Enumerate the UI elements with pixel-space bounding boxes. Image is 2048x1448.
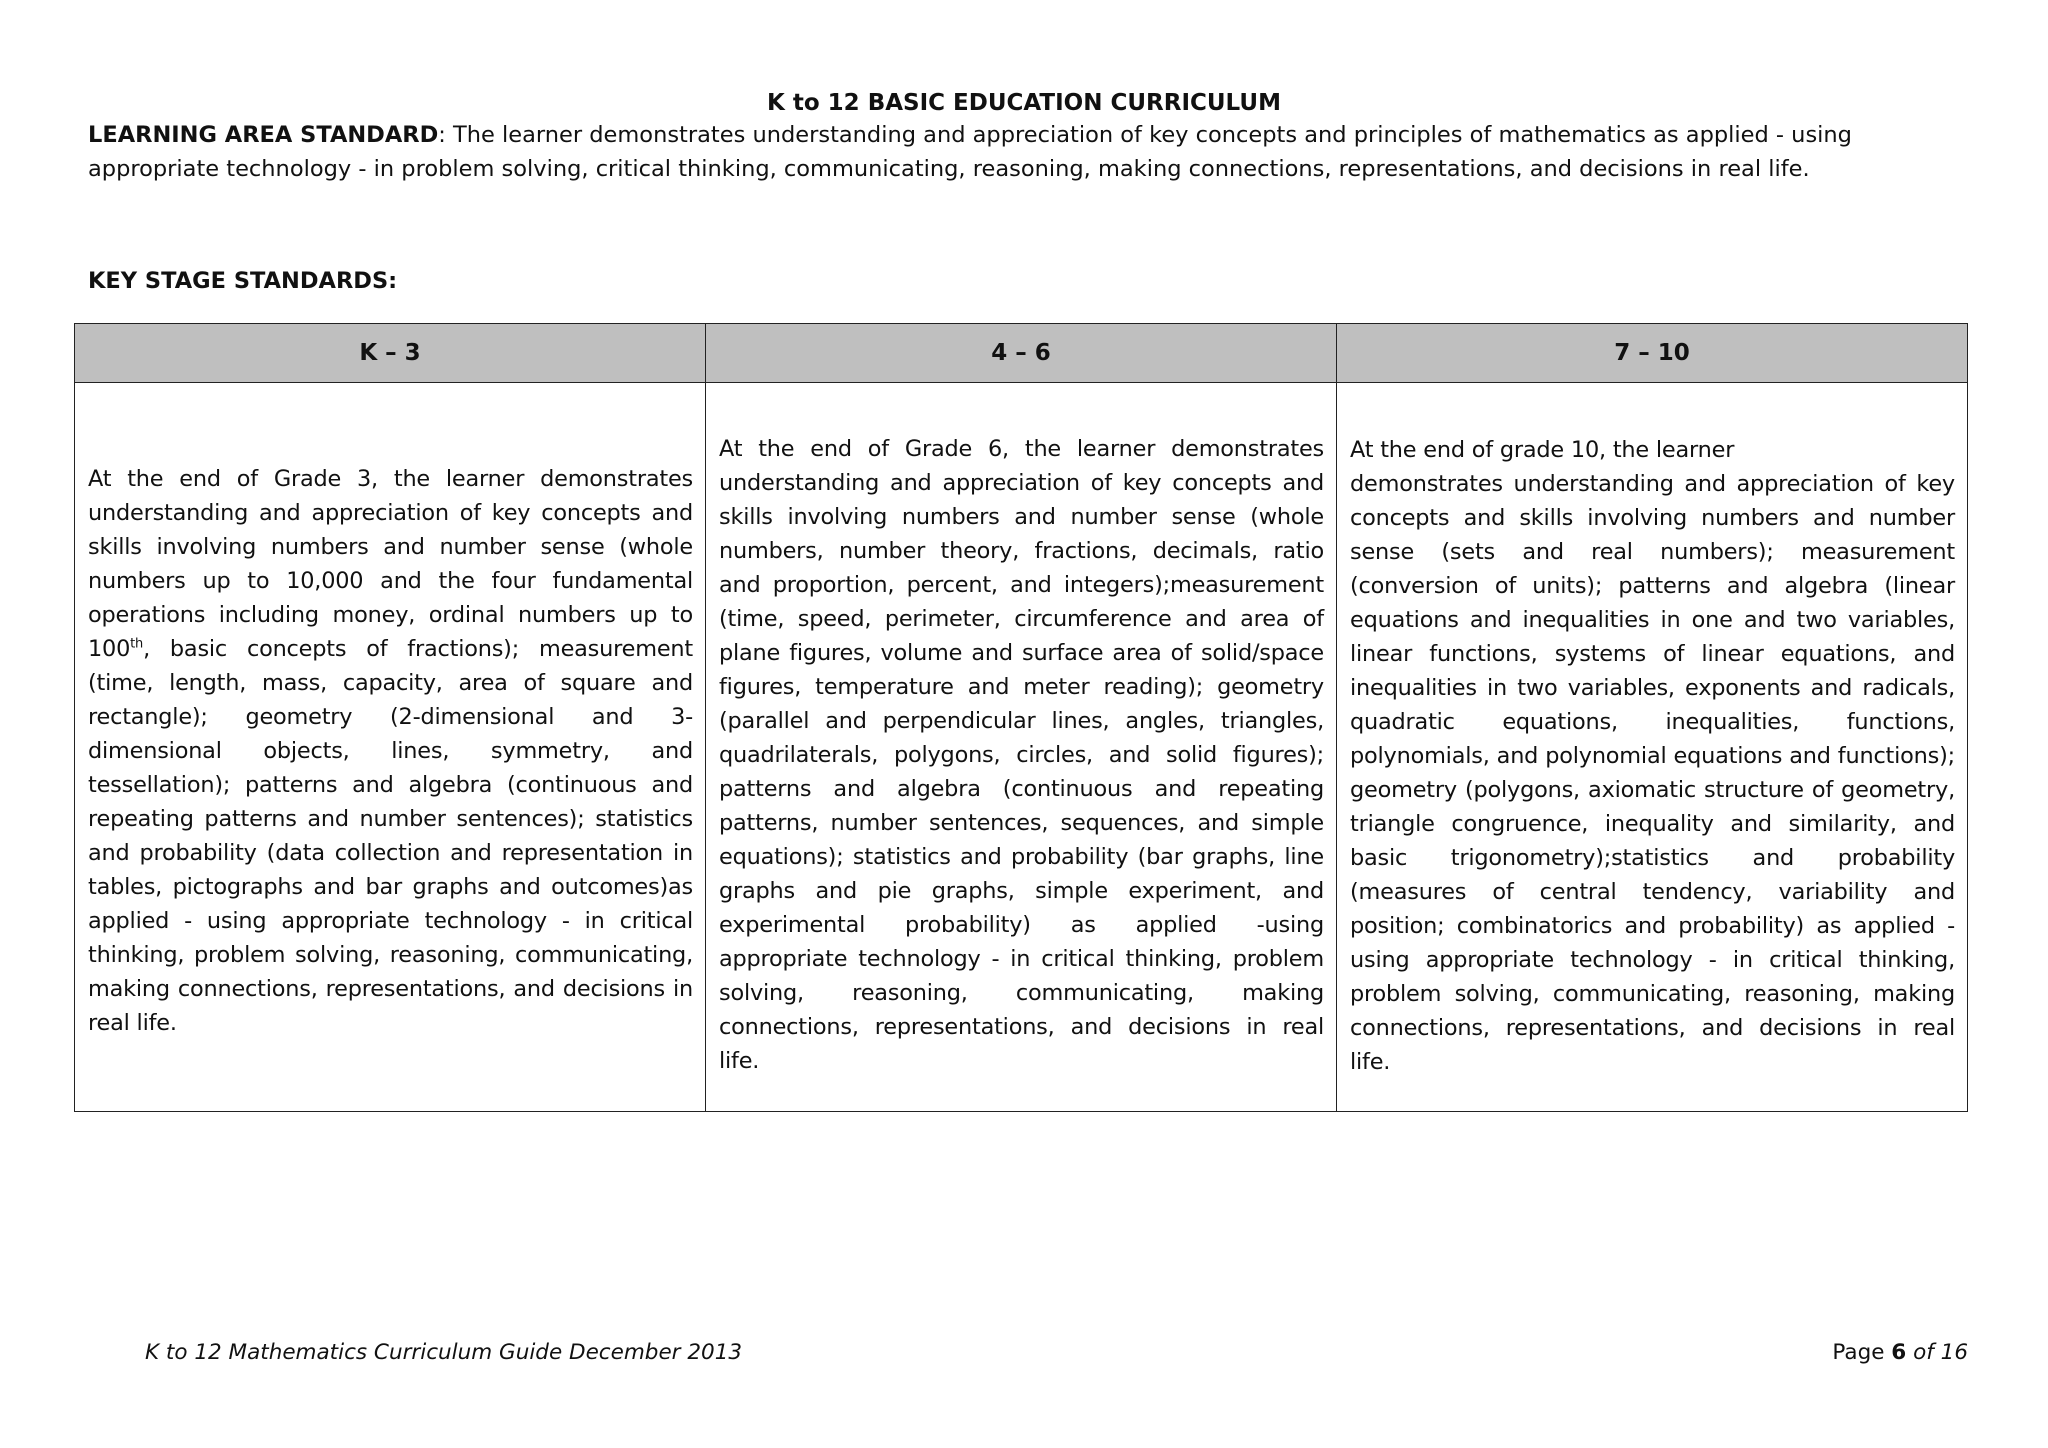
cell-7-10-intro: At the end of grade 10, the learner (1350, 437, 1735, 463)
learning-area-standard (88, 118, 1968, 186)
cell-k-3-text-part2: , basic concepts of fractions); measurement (time, length, mass, capacity, area of square and rectangle); geometry (2-dimensional and 3-dimensional objects, lines, symmetry, and tessellation); patterns and algebra (continuous and repeating patterns and number sentences); statistics and probability (data collection and representation in tables, pictographs and bar graphs and outcomes)as applied - using appropriate technology - in critical thinking, problem solving, reasoning, communicating, making connections, representations, and decisions in real life. (88, 636, 693, 1036)
column-header-4-6: 4 – 6 (706, 324, 1337, 383)
cell-k-3-text-part1: At the end of Grade 3, the learner demonstrates understanding and appreciation of key concepts and skills involving numbers and number sense (whole numbers up to 10,000 and the four fundamental operations including money, ordinal numbers up to 100 (88, 466, 693, 662)
column-header-k-3: K – 3 (75, 324, 706, 383)
cell-k-3-text (88, 462, 693, 1040)
column-header-7-10: 7 – 10 (1337, 324, 1968, 383)
cell-k-3 (75, 383, 706, 1112)
learning-area-standard-text: : The learner demonstrates understanding and appreciation of key concepts and principles of mathematics as applied - using appropriate technology - in problem solving, critical thinking, communicating, reasoning, making connections, representations, and decisions in real life. (88, 122, 1852, 182)
key-stage-table (74, 323, 1968, 1112)
footer-page-label: Page (1832, 1340, 1892, 1365)
footer-document-name: K to 12 Mathematics Curriculum Guide December 2013 (145, 1340, 743, 1365)
cell-4-6-text: At the end of Grade 6, the learner demonstrates understanding and appreciation of key concepts and skills involving numbers and number sense (whole numbers, number theory, fractions, decimals, ratio and proportion, percent, and integers);measurement (time, speed, perimeter, circumference and area of plane figures, volume and surface area of solid/space figures, temperature and meter reading); geometry (parallel and perpendicular lines, angles, triangles, quadrilaterals, polygons, circles, and solid figures); patterns and algebra (continuous and repeating patterns, number sentences, sequences, and simple equations); statistics and probability (bar graphs, line graphs and pie graphs, simple experiment, and experimental probability) as applied -using appropriate technology - in critical thinking, problem solving, reasoning, communicating, making connections, representations, and decisions in real life. (719, 436, 1324, 1074)
key-stage-heading: KEY STAGE STANDARDS: (88, 268, 398, 294)
cell-4-6 (706, 383, 1337, 1112)
table-header-row (75, 324, 1968, 383)
cell-7-10 (1337, 383, 1968, 1112)
table-row (75, 383, 1968, 1112)
footer-page-number (1832, 1339, 1968, 1367)
cell-7-10-text: demonstrates understanding and appreciation of key concepts and skills involving numbers and number sense (sets and real numbers); measurement (conversion of units); patterns and algebra (linear equations and inequalities in one and two variables, linear functions, systems of linear equations, and inequalities in two variables, exponents and radicals, quadratic equations, inequalities, functions, polynomials, and polynomial equations and functions); geometry (polygons, axiomatic structure of geometry, triangle congruence, inequality and similarity, and basic trigonometry);statistics and probability (measures of central tendency, variability and position; combinatorics and probability) as applied - using appropriate technology - in critical thinking, problem solving, communicating, reasoning, making connections, representations, and decisions in real life. (1350, 471, 1955, 1075)
footer-page-total: of 16 (1906, 1340, 1968, 1365)
document-title: K to 12 BASIC EDUCATION CURRICULUM (767, 90, 1281, 116)
footer-page-current: 6 (1891, 1340, 1907, 1365)
superscript-th: th (130, 636, 144, 652)
learning-area-standard-label: LEARNING AREA STANDARD (88, 122, 439, 148)
